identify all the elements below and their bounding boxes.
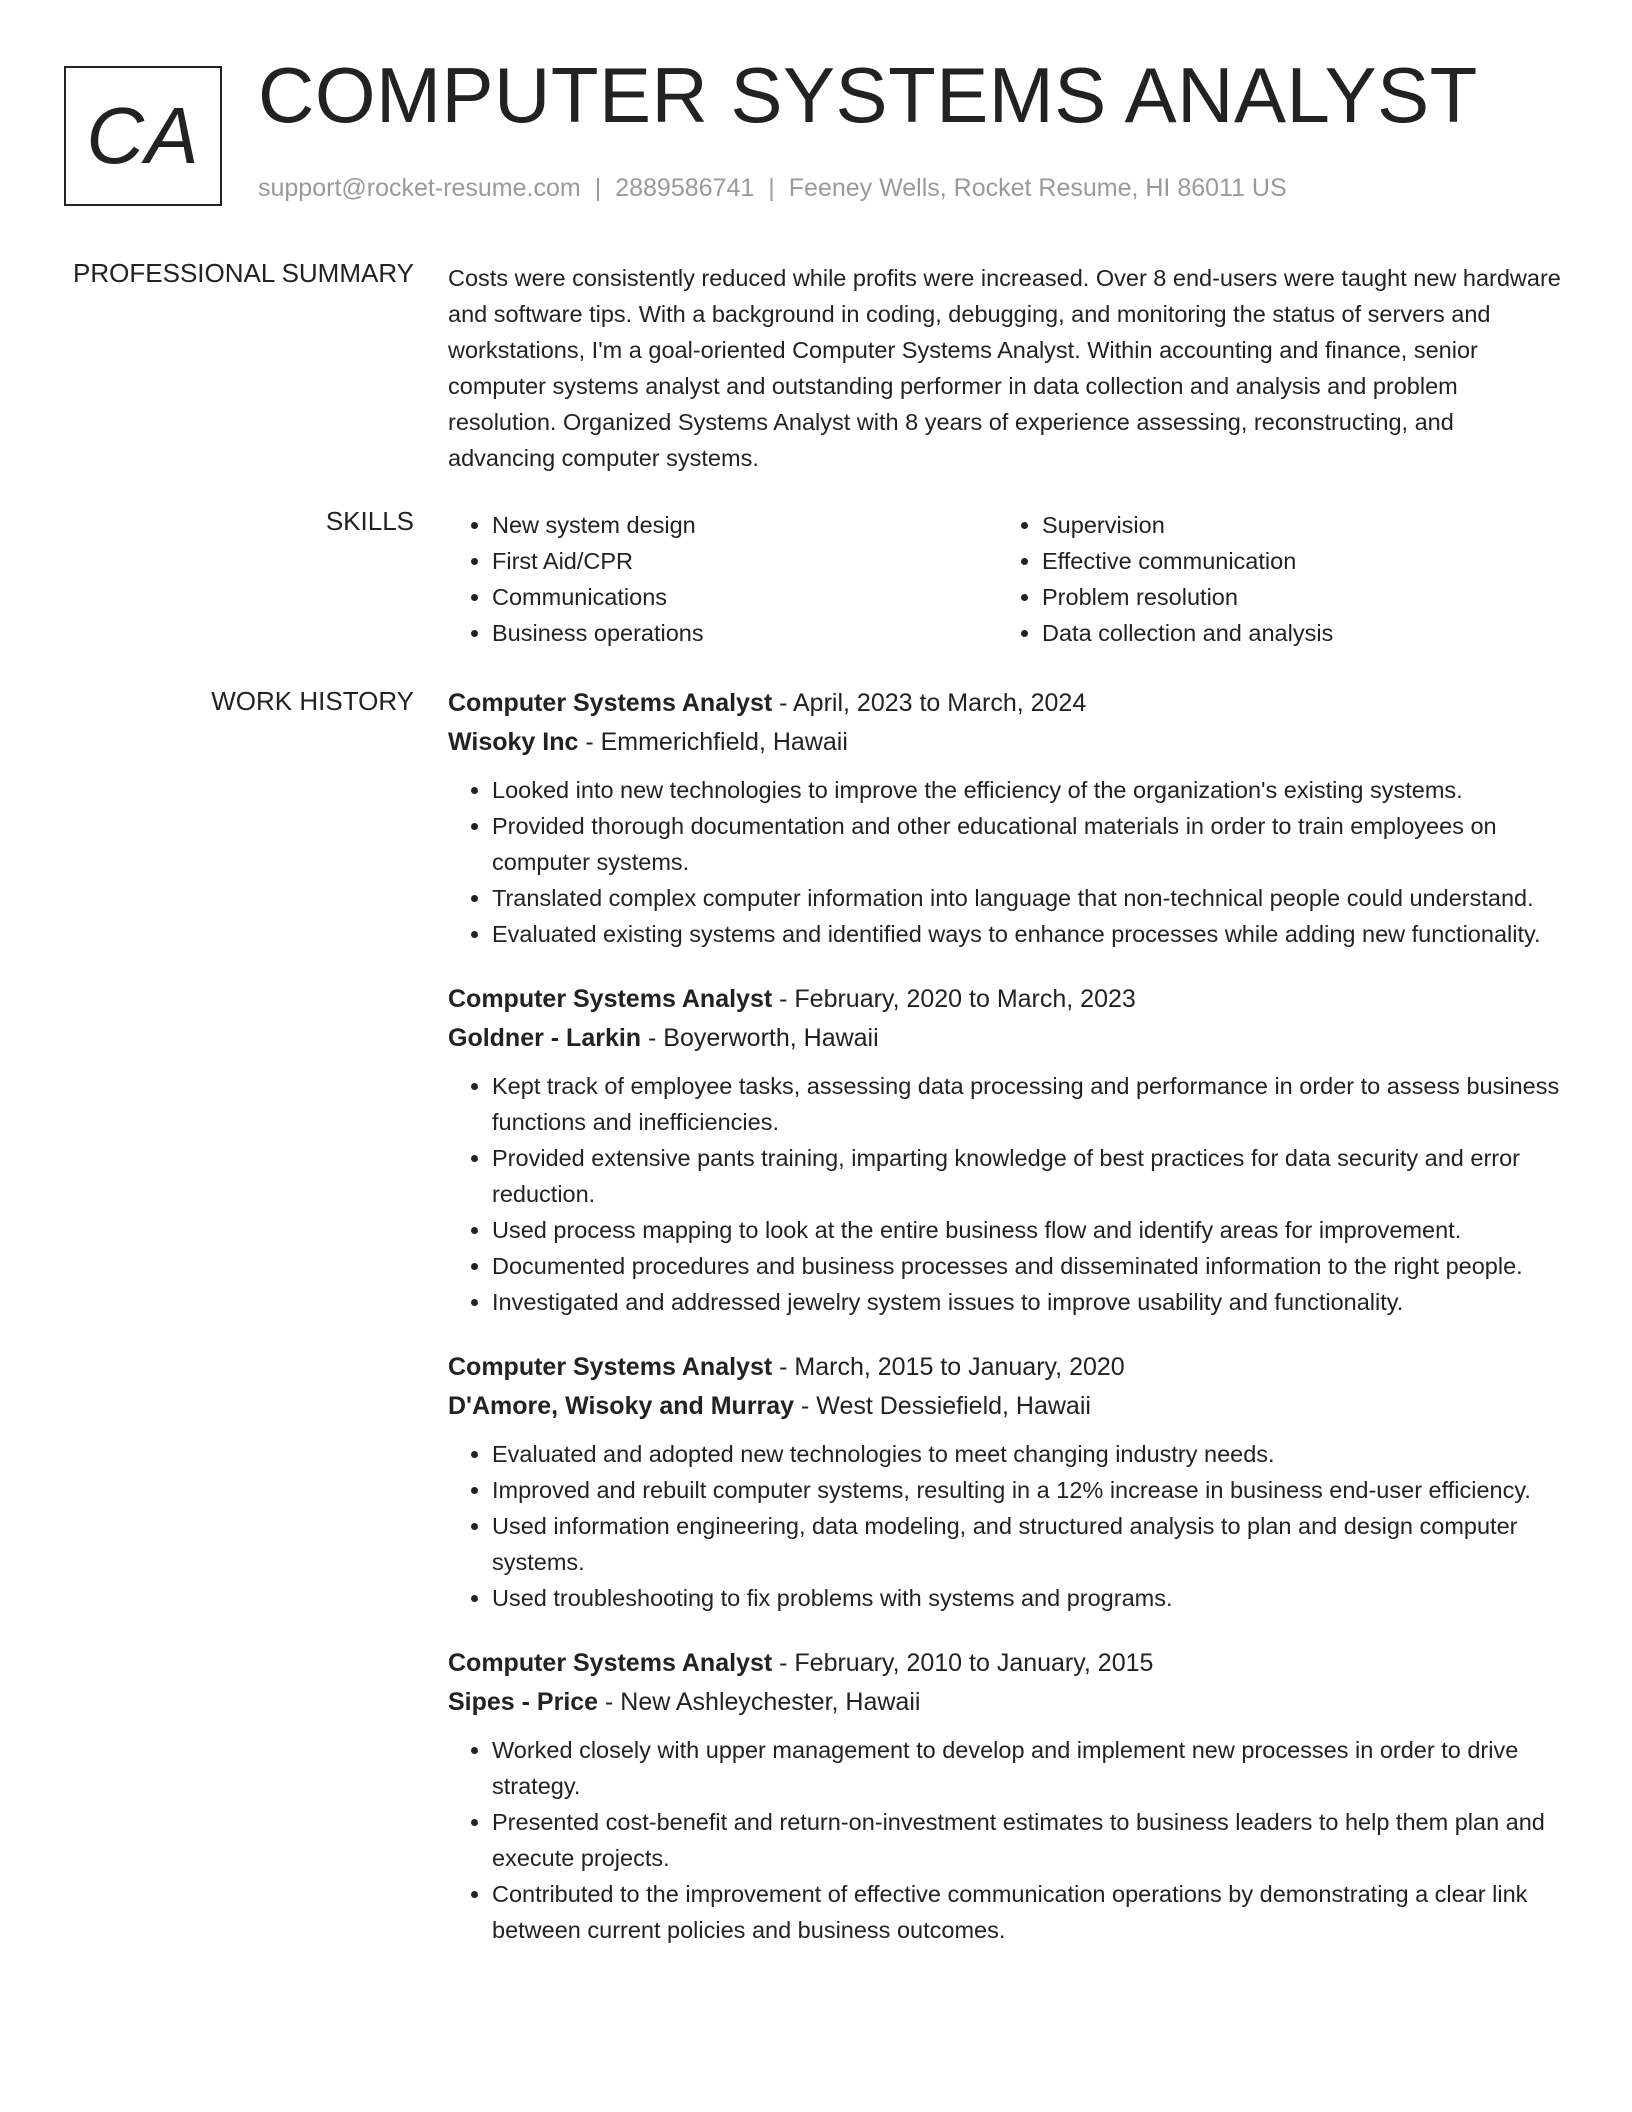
- job-title-line: [448, 980, 1566, 1019]
- section-label-summary: PROFESSIONAL SUMMARY: [73, 258, 414, 288]
- summary-text: Costs were consistently reduced while profits were increased. Over 8 end-users were taught new hardware and software tips. With a background in coding, debugging, and monitoring the status of servers and workstations, I'm a goal-oriented Computer Systems Analyst. Within accounting and finance, senior computer systems analyst and outstanding performer in data collection and analysis and problem resolution. Organized Systems Analyst with 8 years of experience assessing, reconstructing, and advancing computer systems.: [448, 265, 1561, 471]
- job-bullet: • Evaluated existing systems and identified ways to enhance processes while adding new functionality.: [492, 916, 1566, 952]
- job-bullet: • Used process mapping to look at the entire business flow and identify areas for improvement.: [492, 1212, 1566, 1248]
- job-title: Computer Systems Analyst: [448, 1649, 773, 1677]
- job-dates: - March, 2015 to January, 2020: [772, 1353, 1125, 1381]
- contact-line: [258, 174, 1287, 203]
- section-label-skills: SKILLS: [325, 506, 414, 536]
- job-entry: [448, 980, 1566, 1320]
- job-bullet: • Used troubleshooting to fix problems with systems and programs.: [492, 1580, 1566, 1616]
- page-title: COMPUTER SYSTEMS ANALYST: [258, 51, 1478, 139]
- skills-list-right: [998, 507, 1548, 651]
- job-bullet: • Translated complex computer information into language that non-technical people could understand.: [492, 880, 1566, 916]
- skills-list-left: [448, 507, 998, 651]
- job-company-line: [448, 1019, 1566, 1058]
- skill-item: • Supervision: [1042, 507, 1548, 543]
- job-company-line: [448, 1387, 1566, 1426]
- skill-item: • Problem resolution: [1042, 579, 1548, 615]
- job-company-line: [448, 1683, 1566, 1722]
- skill-item: • First Aid/CPR: [492, 543, 998, 579]
- job-entry: [448, 1348, 1566, 1616]
- job-title: Computer Systems Analyst: [448, 985, 773, 1013]
- job-bullet: • Contributed to the improvement of effective communication operations by demonstrating a clear link between current policies and business outcomes.: [492, 1876, 1566, 1948]
- contact-phone: 2889586741: [615, 174, 755, 202]
- skills-section: [448, 507, 1566, 651]
- job-bullet: • Provided extensive pants training, imparting knowledge of best practices for data security and error reduction.: [492, 1140, 1566, 1212]
- skill-item: • Communications: [492, 579, 998, 615]
- job-bullets: [448, 772, 1566, 952]
- job-title-line: [448, 1644, 1566, 1683]
- job-location: - Boyerworth, Hawaii: [641, 1024, 879, 1052]
- job-title-line: [448, 684, 1566, 723]
- job-bullet: • Presented cost-benefit and return-on-investment estimates to business leaders to help them plan and execute projects.: [492, 1804, 1566, 1876]
- job-dates: - February, 2010 to January, 2015: [772, 1649, 1154, 1677]
- job-company: Sipes - Price: [448, 1688, 599, 1716]
- job-company: D'Amore, Wisoky and Murray: [448, 1392, 795, 1420]
- job-company-line: [448, 723, 1566, 762]
- contact-separator: |: [594, 174, 602, 202]
- job-title-line: [448, 1348, 1566, 1387]
- job-bullet: • Looked into new technologies to improve the efficiency of the organization's existing systems.: [492, 772, 1566, 808]
- skill-item: • Effective communication: [1042, 543, 1548, 579]
- job-bullets: [448, 1732, 1566, 1948]
- skill-item: • Data collection and analysis: [1042, 615, 1548, 651]
- job-entry: [448, 1644, 1566, 1948]
- job-bullet: • Kept track of employee tasks, assessing data processing and performance in order to assess business functions and inefficiencies.: [492, 1068, 1566, 1140]
- job-title: Computer Systems Analyst: [448, 1353, 773, 1381]
- job-bullets: [448, 1068, 1566, 1320]
- summary-section: [448, 260, 1566, 476]
- contact-email: support@rocket-resume.com: [258, 174, 581, 202]
- job-bullet: • Evaluated and adopted new technologies to meet changing industry needs.: [492, 1436, 1566, 1472]
- job-company: Goldner - Larkin: [448, 1024, 642, 1052]
- job-bullet: • Documented procedures and business processes and disseminated information to the right people.: [492, 1248, 1566, 1284]
- monogram-logo: CA: [64, 66, 222, 206]
- skill-item: • New system design: [492, 507, 998, 543]
- job-location: - New Ashleychester, Hawaii: [598, 1688, 921, 1716]
- job-bullet: • Improved and rebuilt computer systems, resulting in a 12% increase in business end-user efficiency.: [492, 1472, 1566, 1508]
- job-location: - West Dessiefield, Hawaii: [794, 1392, 1091, 1420]
- job-bullet: • Used information engineering, data modeling, and structured analysis to plan and design computer systems.: [492, 1508, 1566, 1580]
- job-bullet: • Worked closely with upper management to develop and implement new processes in order to drive strategy.: [492, 1732, 1566, 1804]
- work-history-section: [448, 684, 1566, 1976]
- contact-address: Feeney Wells, Rocket Resume, HI 86011 US: [788, 174, 1287, 202]
- job-dates: - February, 2020 to March, 2023: [772, 985, 1136, 1013]
- job-bullets: [448, 1436, 1566, 1616]
- job-dates: - April, 2023 to March, 2024: [772, 689, 1087, 717]
- job-bullet: • Investigated and addressed jewelry system issues to improve usability and functionality.: [492, 1284, 1566, 1320]
- job-company: Wisoky Inc: [448, 728, 579, 756]
- job-entry: [448, 684, 1566, 952]
- skill-item: • Business operations: [492, 615, 998, 651]
- job-title: Computer Systems Analyst: [448, 689, 773, 717]
- job-location: - Emmerichfield, Hawaii: [578, 728, 848, 756]
- section-label-work: WORK HISTORY: [211, 686, 414, 716]
- job-bullet: • Provided thorough documentation and other educational materials in order to train employees on computer systems.: [492, 808, 1566, 880]
- contact-separator: |: [768, 174, 775, 202]
